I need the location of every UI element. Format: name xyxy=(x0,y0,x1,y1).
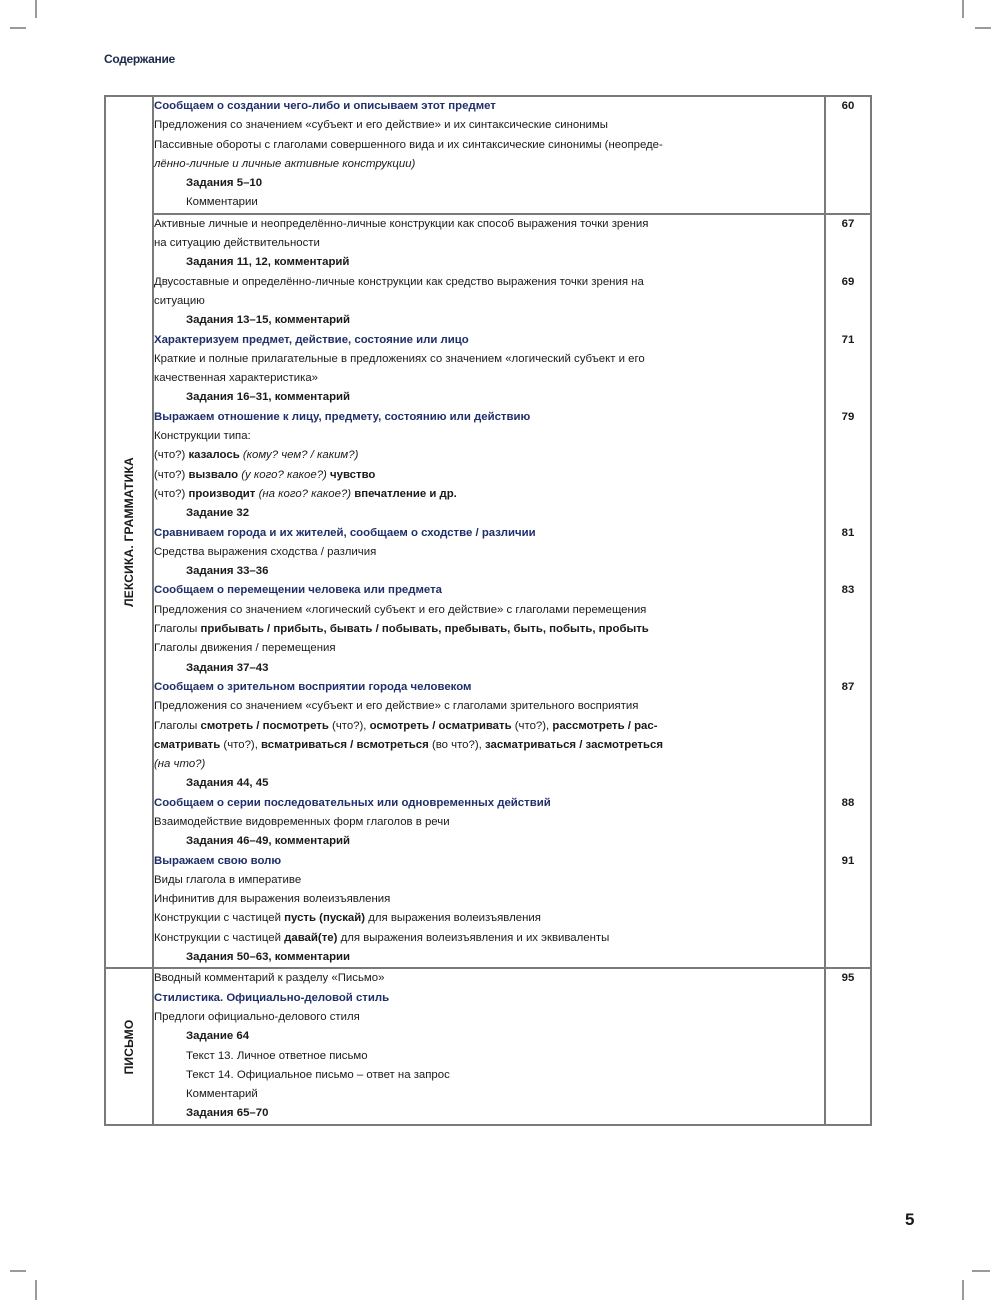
crop-mark-bottom-left-v xyxy=(35,1280,37,1300)
toc-row xyxy=(105,273,871,331)
entry-line: Вводный комментарий к разделу «Письмо» xyxy=(154,972,385,985)
entry-heading: Стилистика. Официально-деловой стиль xyxy=(154,991,390,1004)
entry-tasks: Задания 46–49, комментарий xyxy=(186,835,351,848)
entry-tasks: Задания 11, 12, комментарий xyxy=(186,256,350,269)
entry-tasks: Задания 65–70 xyxy=(186,1107,269,1120)
entry-term: прибывать / прибыть, бывать / побывать, пребывать, быть, побыть, пробыть xyxy=(200,623,649,636)
section-label-cell xyxy=(105,96,153,968)
entry-term: давай(те) xyxy=(284,931,338,944)
entry-tasks: Задания 50–63, комментарии xyxy=(186,951,351,964)
toc-entry[interactable] xyxy=(153,331,825,408)
entry-term: казалось xyxy=(188,449,243,462)
entry-question: (у кого? какое?) xyxy=(241,468,330,481)
section-label-cell xyxy=(105,968,153,1124)
toc-row xyxy=(105,214,871,273)
toc-entry[interactable] xyxy=(153,96,825,214)
toc-row xyxy=(105,852,871,969)
entry-text: Глаголы xyxy=(154,719,201,732)
toc-row xyxy=(105,96,871,214)
toc-entry[interactable] xyxy=(153,214,825,273)
entry-tasks: Задания 5–10 xyxy=(186,177,263,190)
entry-page-number[interactable]: 91 xyxy=(825,852,871,969)
entry-line: Виды глагола в императиве xyxy=(154,873,302,886)
toc-row xyxy=(105,331,871,408)
entry-page-number[interactable]: 87 xyxy=(825,678,871,794)
entry-subitem: Текст 13. Личное ответное письмо xyxy=(186,1049,368,1062)
entry-line: Глаголы движения / перемещения xyxy=(154,642,336,655)
entry-page-number[interactable]: 83 xyxy=(825,581,871,677)
toc-entry[interactable] xyxy=(153,273,825,331)
entry-page-number[interactable]: 69 xyxy=(825,273,871,331)
crop-mark-top-left-h xyxy=(10,27,26,29)
entry-heading: Сообщаем о перемещении человека или предмета xyxy=(154,584,442,597)
entry-text: (что?) xyxy=(154,487,189,500)
entry-line: Средства выражения сходства / различия xyxy=(154,545,377,558)
entry-line: Предложения со значением «логический субъект и его действие» с глаголами перемещения xyxy=(154,603,647,616)
entry-heading: Выражаем отношение к лицу, предмету, состоянию или действию xyxy=(154,410,531,423)
entry-term: смотреть / посмотреть xyxy=(200,719,333,732)
crop-mark-top-right-v xyxy=(962,0,964,18)
entry-question: (кому? чем? / каким?) xyxy=(242,449,359,462)
entry-page-number[interactable]: 79 xyxy=(825,408,871,524)
entry-line xyxy=(154,929,824,948)
entry-text: (что?) xyxy=(154,468,189,481)
entry-heading: Выражаем свою волю xyxy=(154,854,282,867)
entry-page-number[interactable]: 71 xyxy=(825,331,871,408)
entry-term: производит xyxy=(188,487,259,500)
entry-subitem: Комментарий xyxy=(186,1088,258,1101)
crop-mark-bottom-right-v xyxy=(962,1280,964,1300)
crop-mark-bottom-left-h xyxy=(10,1270,26,1272)
toc-row xyxy=(105,524,871,582)
entry-heading: Сообщаем о серии последовательных или одновременных действий xyxy=(154,796,551,809)
toc-row xyxy=(105,968,871,1124)
toc-entry[interactable] xyxy=(153,968,825,1124)
running-head: Содержание xyxy=(104,52,175,66)
entry-text: (что?), xyxy=(332,719,370,732)
page-number: 5 xyxy=(905,1210,915,1229)
entry-heading: Характеризуем предмет, действие, состояние или лицо xyxy=(154,333,469,346)
toc-entry[interactable] xyxy=(153,408,825,524)
entry-line xyxy=(154,909,824,928)
entry-term: засматриваться / засмотреться xyxy=(484,738,663,751)
entry-line: Инфинитив для выражения волеизъявления xyxy=(154,893,391,906)
entry-line: Двусоставные и определённо-личные конструкции как средство выражения точки зрения на xyxy=(154,275,644,288)
entry-line: Краткие и полные прилагательные в предложениях со значением «логический субъект и его xyxy=(154,352,645,365)
crop-mark-top-right-h xyxy=(975,27,991,29)
entry-line xyxy=(154,466,824,485)
section-label: ПИСЬМО xyxy=(122,1019,136,1074)
entry-text: для выражения волеизъявления xyxy=(365,912,541,925)
crop-mark-top-left-v xyxy=(35,0,37,18)
entry-line xyxy=(154,755,824,774)
entry-question: (на кого? какое?) xyxy=(258,487,355,500)
entry-page-number[interactable]: 95 xyxy=(825,968,871,1124)
entry-tasks: Задание 32 xyxy=(186,507,250,520)
toc-row xyxy=(105,794,871,852)
toc-entry[interactable] xyxy=(153,678,825,794)
entry-page-number[interactable]: 67 xyxy=(825,214,871,273)
toc-row xyxy=(105,678,871,794)
entry-line xyxy=(154,446,824,465)
entry-page-number[interactable]: 60 xyxy=(825,96,871,214)
entry-line: Предлоги официально-делового стиля xyxy=(154,1010,360,1023)
entry-line: Предложения со значением «субъект и его действие» с глаголами зрительного восприятия xyxy=(154,700,639,713)
entry-line: лённо-личные и личные активные конструкции) xyxy=(154,157,416,170)
entry-line: Конструкции типа: xyxy=(154,430,251,443)
entry-text: Конструкции с частицей xyxy=(154,931,285,944)
entry-question: (на что?) xyxy=(154,758,206,771)
entry-text: (что?) xyxy=(154,449,189,462)
entry-heading: Сообщаем о зрительном восприятии города человеком xyxy=(154,680,472,693)
entry-term: осмотреть / осматривать xyxy=(369,719,515,732)
entry-text: Конструкции с частицей xyxy=(154,912,285,925)
toc-entry[interactable] xyxy=(153,524,825,582)
entry-line xyxy=(154,717,824,736)
table-of-contents xyxy=(104,95,872,1126)
entry-term: чувство xyxy=(330,468,376,481)
section-label: ЛЕКСИКА. ГРАММАТИКА xyxy=(122,457,136,608)
entry-line: Пассивные обороты с глаголами совершенного вида и их синтаксические синонимы (неопреде- xyxy=(154,138,663,151)
entry-subitem: Комментарии xyxy=(186,196,258,209)
entry-tasks: Задания 16–31, комментарий xyxy=(186,391,351,404)
entry-text: для выражения волеизъявления и их эквиваленты xyxy=(337,931,610,944)
entry-tasks: Задания 44, 45 xyxy=(186,777,269,790)
entry-term: впечатление и др. xyxy=(354,487,457,500)
entry-line xyxy=(154,736,824,755)
entry-term: сматривать xyxy=(154,738,224,751)
entry-text: Глаголы xyxy=(154,623,201,636)
entry-tasks: Задание 64 xyxy=(186,1030,250,1043)
entry-term: вызвало xyxy=(188,468,242,481)
entry-text: (во что?), xyxy=(431,738,485,751)
toc-row xyxy=(105,408,871,524)
entry-tasks: Задания 33–36 xyxy=(186,565,269,578)
entry-page-number[interactable]: 81 xyxy=(825,524,871,582)
entry-heading: Сравниваем города и их жителей, сообщаем о сходстве / различии xyxy=(154,526,536,539)
entry-line: на ситуацию действительности xyxy=(154,237,320,250)
entry-heading: Сообщаем о создании чего-либо и описываем этот предмет xyxy=(154,100,496,112)
entry-line: Предложения со значением «субъект и его действие» и их синтаксические синонимы xyxy=(154,119,608,132)
toc-row xyxy=(105,581,871,677)
entry-line: ситуацию xyxy=(154,294,205,307)
entry-subitem: Текст 14. Официальное письмо – ответ на запрос xyxy=(186,1068,450,1081)
entry-text: (что?), xyxy=(223,738,262,751)
toc-entry[interactable] xyxy=(153,852,825,969)
entry-term: пусть (пускай) xyxy=(284,912,366,925)
entry-tasks: Задания 37–43 xyxy=(186,661,269,674)
entry-line xyxy=(154,485,824,504)
entry-line xyxy=(154,620,824,639)
entry-line: Взаимодействие видовременных форм глаголов в речи xyxy=(154,815,450,828)
crop-mark-bottom-right-h xyxy=(972,1270,990,1272)
entry-tasks: Задания 13–15, комментарий xyxy=(186,314,351,327)
toc-entry[interactable] xyxy=(153,581,825,677)
entry-line: Активные личные и неопределённо-личные конструкции как способ выражения точки зрения xyxy=(154,217,649,230)
entry-text: (что?), xyxy=(514,719,553,732)
entry-page-number[interactable]: 88 xyxy=(825,794,871,852)
entry-term: всматриваться / всмотреться xyxy=(261,738,432,751)
entry-term: рассмотреть / рас- xyxy=(552,719,658,732)
entry-line: качественная характеристика» xyxy=(154,372,318,385)
toc-entry[interactable] xyxy=(153,794,825,852)
